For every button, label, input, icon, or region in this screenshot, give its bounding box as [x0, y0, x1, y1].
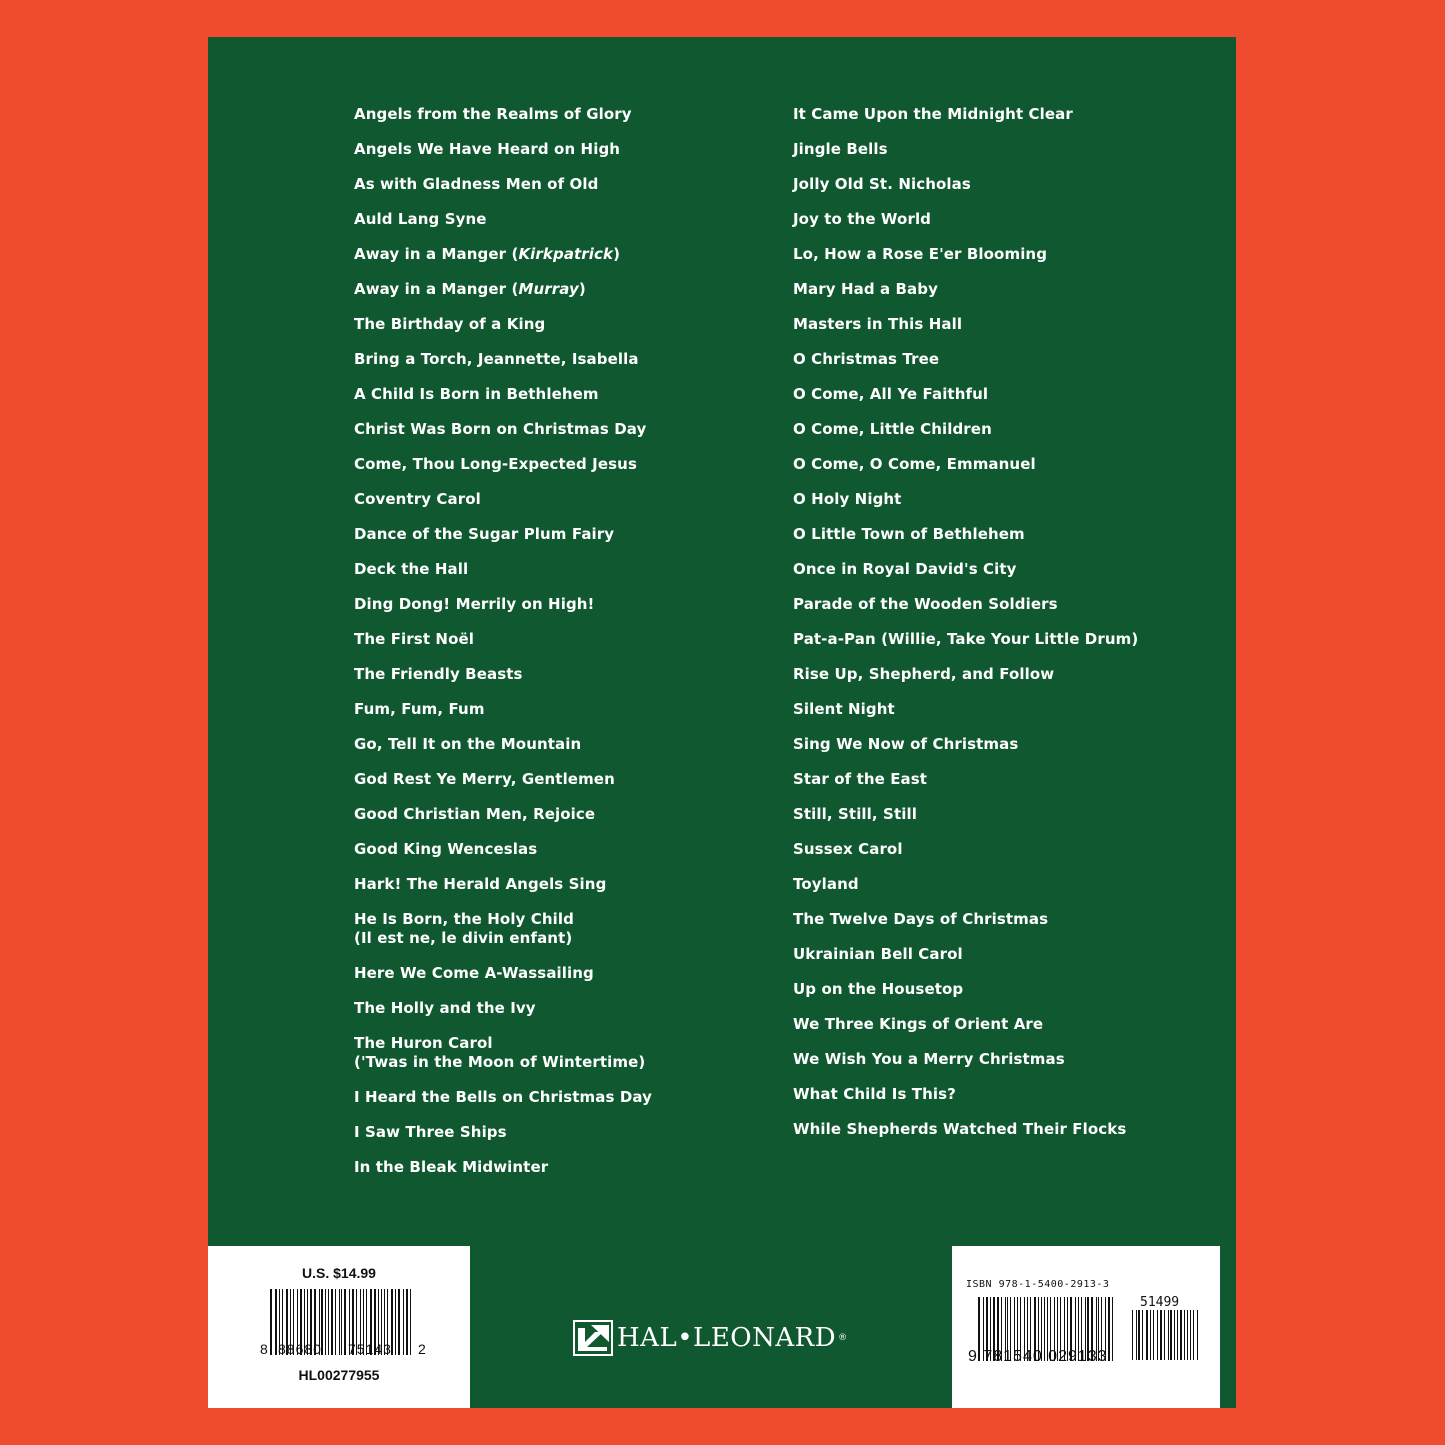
left-song-title: Coventry Carol	[354, 490, 481, 508]
right-song-title: We Wish You a Merry Christmas	[793, 1050, 1065, 1068]
upc-right-digits: 75143	[348, 1341, 392, 1357]
song-list-right	[793, 105, 1223, 1155]
upc-barcode-label	[208, 1246, 470, 1408]
left-song-title: Fum, Fum, Fum	[354, 700, 485, 718]
right-song-title: Jolly Old St. Nicholas	[793, 175, 971, 193]
left-song-title: Deck the Hall	[354, 560, 469, 578]
right-song-title: O Come, Little Children	[793, 420, 992, 438]
left-song-title: The Holly and the Ivy	[354, 999, 536, 1017]
left-song-title: Good King Wenceslas	[354, 840, 538, 858]
right-song-title: Parade of the Wooden Soldiers	[793, 595, 1058, 613]
left-song-title: The Huron Carol ('Twas in the Moon of Wintertime)	[354, 1034, 646, 1071]
right-song-title: We Three Kings of Orient Are	[793, 1015, 1044, 1033]
right-song-title: Up on the Housetop	[793, 980, 964, 998]
right-song-title: Joy to the World	[793, 210, 932, 228]
upc-lead-digit: 8	[260, 1341, 269, 1357]
right-song-title: Mary Had a Baby	[793, 280, 938, 298]
right-song-title: O Little Town of Bethlehem	[793, 525, 1025, 543]
left-song-title: A Child Is Born in Bethlehem	[354, 385, 599, 403]
left-song-title: I Heard the Bells on Christmas Day	[354, 1088, 653, 1106]
left-song-title: Bring a Torch, Jeannette, Isabella	[354, 350, 639, 368]
right-song-title: Ukrainian Bell Carol	[793, 945, 963, 963]
left-song-title: Angels We Have Heard on High	[354, 140, 621, 158]
isbn-barcode-digits: 9 781540 029133	[968, 1348, 1108, 1365]
left-song-title: Christ Was Born on Christmas Day	[354, 420, 647, 438]
isbn-barcode-label	[952, 1246, 1220, 1408]
right-song-title: While Shepherds Watched Their Flocks	[793, 1120, 1127, 1138]
hal-leonard-mark-icon	[573, 1320, 613, 1356]
left-song-title: Go, Tell It on the Mountain	[354, 735, 582, 753]
right-song-title: Lo, How a Rose E'er Blooming	[793, 245, 1048, 263]
right-song-title: Star of the East	[793, 770, 928, 788]
price: U.S. $14.99	[302, 1265, 376, 1281]
left-song-title: I Saw Three Ships	[354, 1123, 507, 1141]
left-song-title: Come, Thou Long-Expected Jesus	[354, 455, 637, 473]
right-song-title: It Came Upon the Midnight Clear	[793, 105, 1073, 123]
left-song-title: Auld Lang Syne	[354, 210, 487, 228]
left-song-title: The Friendly Beasts	[354, 665, 523, 683]
right-song-title: Still, Still, Still	[793, 805, 917, 823]
upc-check-digit: 2	[418, 1341, 427, 1357]
left-song-title: Hark! The Herald Angels Sing	[354, 875, 607, 893]
price-addon-barcode	[1132, 1310, 1200, 1360]
back-cover	[208, 37, 1236, 1408]
product-code: HL00277955	[298, 1367, 380, 1383]
registered-mark: ®	[838, 1333, 848, 1343]
left-song-title: The Birthday of a King	[354, 315, 546, 333]
right-song-title: O Come, O Come, Emmanuel	[793, 455, 1036, 473]
isbn-number: ISBN 978-1-5400-2913-3	[966, 1279, 1110, 1290]
right-song-title: Rise Up, Shepherd, and Follow	[793, 665, 1055, 683]
logo-wordmark: HAL•LEONARD	[617, 1323, 837, 1353]
right-song-title: Silent Night	[793, 700, 895, 718]
right-song-title: Jingle Bells	[793, 140, 888, 158]
price-addon-digits: 51499	[1140, 1295, 1180, 1310]
right-song-title: Sing We Now of Christmas	[793, 735, 1019, 753]
right-song-title: O Come, All Ye Faithful	[793, 385, 989, 403]
left-song-title: Good Christian Men, Rejoice	[354, 805, 596, 823]
right-song-title: Once in Royal David's City	[793, 560, 1017, 578]
left-song-title: Angels from the Realms of Glory	[354, 105, 632, 123]
right-song-title: O Christmas Tree	[793, 350, 940, 368]
right-song-title: Pat-a-Pan (Willie, Take Your Little Drum)	[793, 630, 1139, 648]
right-song-title: What Child Is This?	[793, 1085, 956, 1103]
left-song-title: Here We Come A-Wassailing	[354, 964, 594, 982]
left-song-title: Dance of the Sugar Plum Fairy	[354, 525, 615, 543]
right-song-title: Sussex Carol	[793, 840, 903, 858]
left-song-title: As with Gladness Men of Old	[354, 175, 599, 193]
upc-left-digits: 88680	[278, 1341, 322, 1357]
left-song-title: In the Bleak Midwinter	[354, 1158, 549, 1176]
hal-leonard-logo	[573, 1319, 847, 1357]
right-song-title: Toyland	[793, 875, 859, 893]
left-song-title: He Is Born, the Holy Child (Il est ne, le divin enfant)	[354, 910, 574, 947]
right-song-title: Masters in This Hall	[793, 315, 963, 333]
left-song-title: Ding Dong! Merrily on High!	[354, 595, 595, 613]
left-song-title: Away in a Manger (Kirkpatrick)	[354, 245, 621, 263]
right-song-title: The Twelve Days of Christmas	[793, 910, 1049, 928]
song-list-left	[354, 105, 774, 1193]
left-song-title: The First Noël	[354, 630, 474, 648]
right-song-title: O Holy Night	[793, 490, 902, 508]
left-song-title: God Rest Ye Merry, Gentlemen	[354, 770, 615, 788]
left-song-title: Away in a Manger (Murray)	[354, 280, 586, 298]
